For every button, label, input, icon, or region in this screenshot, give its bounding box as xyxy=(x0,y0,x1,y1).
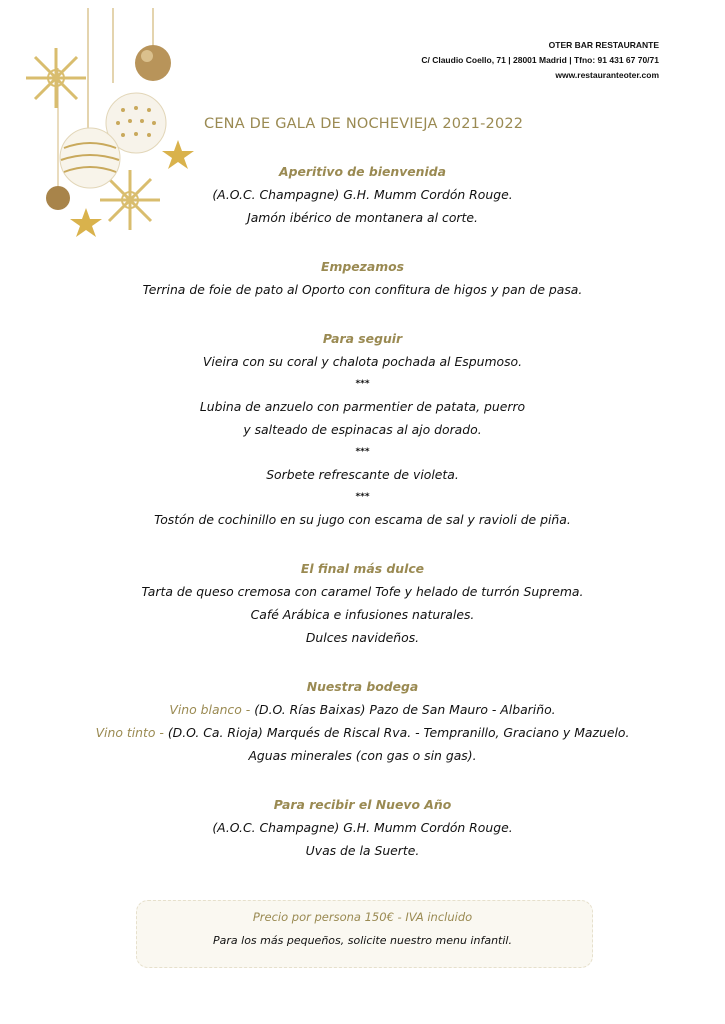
wine-label: Vino blanco - xyxy=(169,702,251,717)
section-heading: Aperitivo de bienvenida xyxy=(278,164,446,179)
wine-label: Vino tinto - xyxy=(95,725,164,740)
restaurant-header xyxy=(421,38,659,83)
menu-line: Tarta de queso cremosa con caramel Tofe y helado de turrón Suprema. xyxy=(141,584,584,599)
menu-line: Uvas de la Suerte. xyxy=(305,843,420,858)
menu-line: (A.O.C. Champagne) G.H. Mumm Cordón Rouge. xyxy=(212,187,513,202)
menu-line: Lubina de anzuelo con parmentier de patata, puerro xyxy=(199,399,526,414)
menu-body xyxy=(0,160,725,862)
menu-line: Sorbete refrescante de violeta. xyxy=(266,467,459,482)
menu-line xyxy=(0,721,725,744)
separator-stars: *** xyxy=(355,379,370,389)
wine-text: (D.O. Rías Baixas) Pazo de San Mauro - Albariño. xyxy=(254,702,556,717)
menu-line: Tostón de cochinillo en su jugo con escama de sal y ravioli de piña. xyxy=(154,512,571,527)
section-heading: Empezamos xyxy=(320,259,405,274)
restaurant-address: C/ Claudio Coello, 71 | 28001 Madrid | Tfno: 91 431 67 70/71 xyxy=(421,55,659,65)
section-heading: El final más dulce xyxy=(300,561,425,576)
price-text: Precio por persona 150€ - IVA incluido xyxy=(252,910,473,924)
restaurant-name: OTER BAR RESTAURANTE xyxy=(548,40,659,50)
menu-line: Terrina de foie de pato al Oporto con confitura de higos y pan de pasa. xyxy=(142,282,583,297)
gold-bauble-icon xyxy=(135,45,171,81)
section-heading: Nuestra bodega xyxy=(306,679,419,694)
menu-line: Vieira con su coral y chalota pochada al Espumoso. xyxy=(202,354,523,369)
separator-stars: *** xyxy=(355,492,370,502)
menu-line: Aguas minerales (con gas o sin gas). xyxy=(248,748,477,763)
menu-line: Café Arábica e infusiones naturales. xyxy=(250,607,475,622)
menu-line: y salteado de espinacas al ajo dorado. xyxy=(243,422,482,437)
menu-line: (A.O.C. Champagne) G.H. Mumm Cordón Rouge. xyxy=(212,820,513,835)
menu-line xyxy=(0,698,725,721)
page-title: CENA DE GALA DE NOCHEVIEJA 2021-2022 xyxy=(204,116,524,132)
wine-text: (D.O. Ca. Rioja) Marqués de Riscal Rva. - Tempranillo, Graciano y Mazuelo. xyxy=(167,725,630,740)
section-heading: Para seguir xyxy=(322,331,403,346)
restaurant-website: www.restauranteoter.com xyxy=(555,70,659,80)
menu-line: Jamón ibérico de montanera al corte. xyxy=(247,210,478,225)
section-heading: Para recibir el Nuevo Año xyxy=(273,797,452,812)
snowflake-icon xyxy=(26,48,86,108)
kids-menu-note: Para los más pequeños, solicite nuestro menu infantil. xyxy=(213,934,512,947)
menu-line: Dulces navideños. xyxy=(305,630,420,645)
separator-stars: *** xyxy=(355,447,370,457)
